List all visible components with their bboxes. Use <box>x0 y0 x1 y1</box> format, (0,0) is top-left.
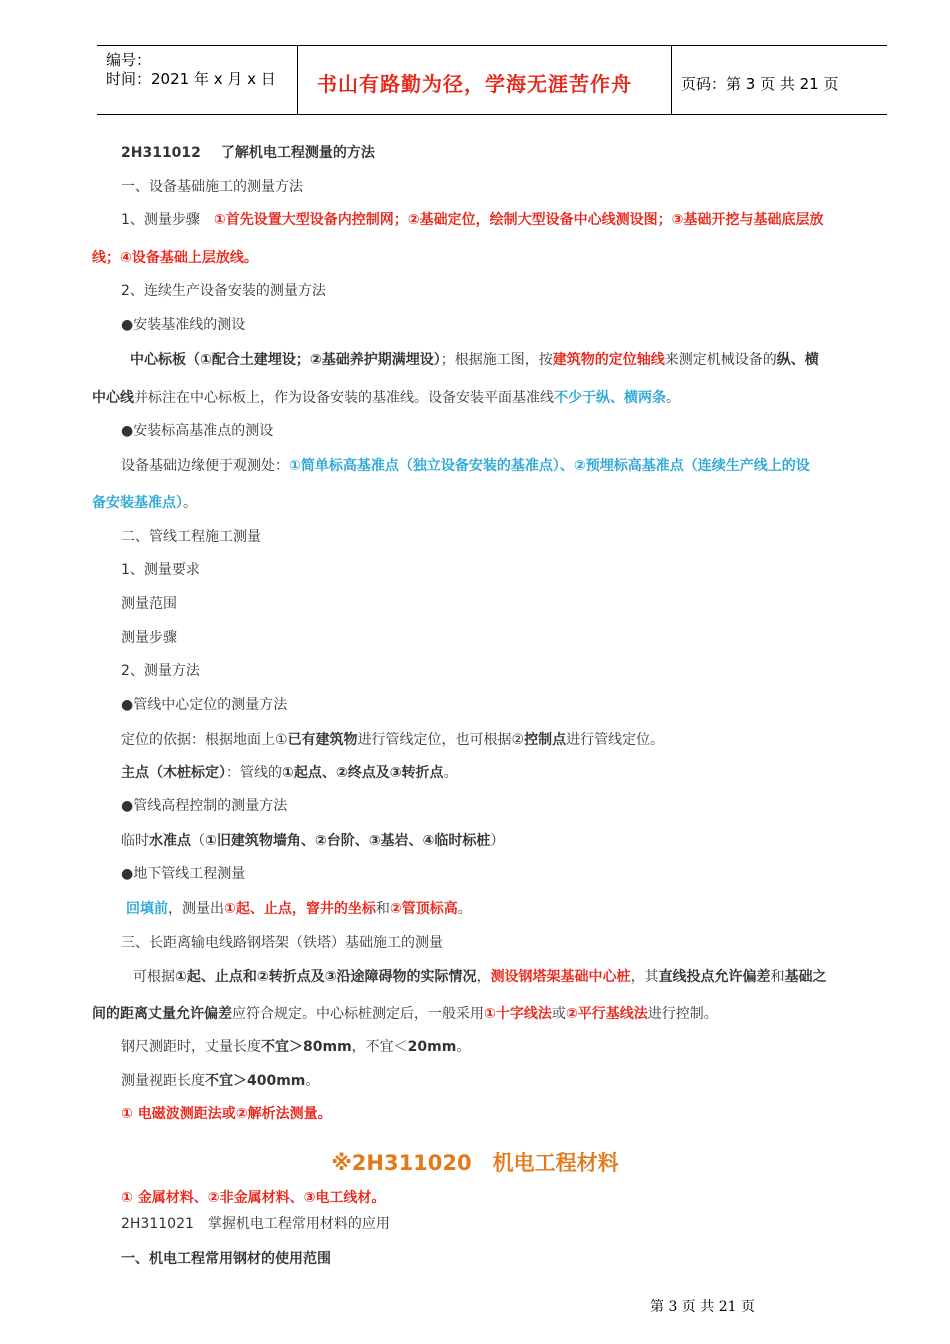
motto: 书山有路勤为径，学海无涯苦作舟 <box>317 72 632 96</box>
section-title: 了解机电工程测量的方法 <box>220 145 375 161</box>
paragraph: 2、连续生产设备安装的测量方法 <box>121 283 326 299</box>
paragraph: 1、测量要求 <box>121 562 200 578</box>
chapter-heading: ※2H311020 机电工程材料 <box>331 1151 619 1175</box>
code-label: 编号： <box>106 51 152 69</box>
paragraph: 中心标板（①配合土建埋设；②基础养护期满埋设）；根据施工图，按建筑物的定位轴线来测定机械设备的纵、横 <box>130 352 819 368</box>
bullet-item: ●安装基准线的测设 <box>121 317 246 333</box>
subsection-title: 一、机电工程常用钢材的使用范围 <box>121 1251 331 1267</box>
section-heading <box>121 142 375 162</box>
bullet-item: ●管线中心定位的测量方法 <box>121 697 288 713</box>
paragraph: 中心线并标注在中心标板上，作为设备安装的基准线。设备安装平面基准线不少于纵、横两条。 <box>92 390 680 406</box>
paragraph: 备安装基准点）。 <box>92 495 197 511</box>
paragraph: 测量范围 <box>121 596 177 612</box>
paragraph: 主点（木桩标定）：管线的①起点、②终点及③转折点。 <box>121 765 458 781</box>
paragraph: 测量视距长度不宜＞400mm。 <box>121 1073 320 1089</box>
bullet-item: ●安装标高基准点的测设 <box>121 423 274 439</box>
paragraph: 回填前，测量出①起、止点，窨井的坐标和②管顶标高。 <box>126 901 472 917</box>
paragraph: 二、管线工程施工测量 <box>121 529 261 545</box>
paragraph: 间的距离丈量允许偏差应符合规定。中心标桩测定后，一般采用①十字线法或②平行基线法进行控制。 <box>92 1006 718 1022</box>
paragraph: 1、测量步骤 ①首先设置大型设备内控制网；②基础定位，绘制大型设备中心线测设图；③基础开挖与基础底层放 <box>121 212 824 228</box>
header-page-label: 页码：第 3 页 共 21 页 <box>681 75 839 93</box>
paragraph: 三、长距离输电线路钢塔架（铁塔）基础施工的测量 <box>121 935 443 951</box>
paragraph: 临时水准点（①旧建筑物墙角、②台阶、③基岩、④临时标桩） <box>121 833 505 849</box>
bullet-item: ●管线高程控制的测量方法 <box>121 798 288 814</box>
bullet-item: ●地下管线工程测量 <box>121 866 246 882</box>
header-info-cell <box>97 46 298 114</box>
header-page-cell <box>671 46 887 114</box>
paragraph: 定位的依据：根据地面上①已有建筑物进行管线定位，也可根据②控制点进行管线定位。 <box>121 732 665 748</box>
paragraph: 钢尺测距时，丈量长度不宜＞80mm，不宜＜20mm。 <box>121 1039 471 1055</box>
time-label: 时间：2021 年 x 月 x 日 <box>106 70 276 88</box>
section-code: 2H311012 <box>121 145 201 161</box>
header-motto-cell <box>297 46 672 114</box>
paragraph: ① 金属材料、②非金属材料、③电工线材。 <box>121 1190 386 1206</box>
page-header <box>97 45 887 115</box>
paragraph: 2、测量方法 <box>121 663 200 679</box>
paragraph: 可根据①起、止点和②转折点及③沿途障碍物的实际情况，测设钢塔架基础中心桩，其直线投点允许偏差和基础之 <box>133 969 827 985</box>
page-footer: 第 3 页 共 21 页 <box>650 1299 755 1315</box>
paragraph: 测量步骤 <box>121 630 177 646</box>
paragraph: 设备基础边缘便于观测处：①简单标高基准点（独立设备安装的基准点）、②预埋标高基准点（连续生产线上的设 <box>121 458 810 474</box>
subsection-heading: 2H311021 掌握机电工程常用材料的应用 <box>121 1216 390 1232</box>
paragraph: 线；④设备基础上层放线。 <box>92 250 258 266</box>
paragraph: 一、设备基础施工的测量方法 <box>121 179 303 195</box>
paragraph: ① 电磁波测距法或②解析法测量。 <box>121 1106 332 1122</box>
